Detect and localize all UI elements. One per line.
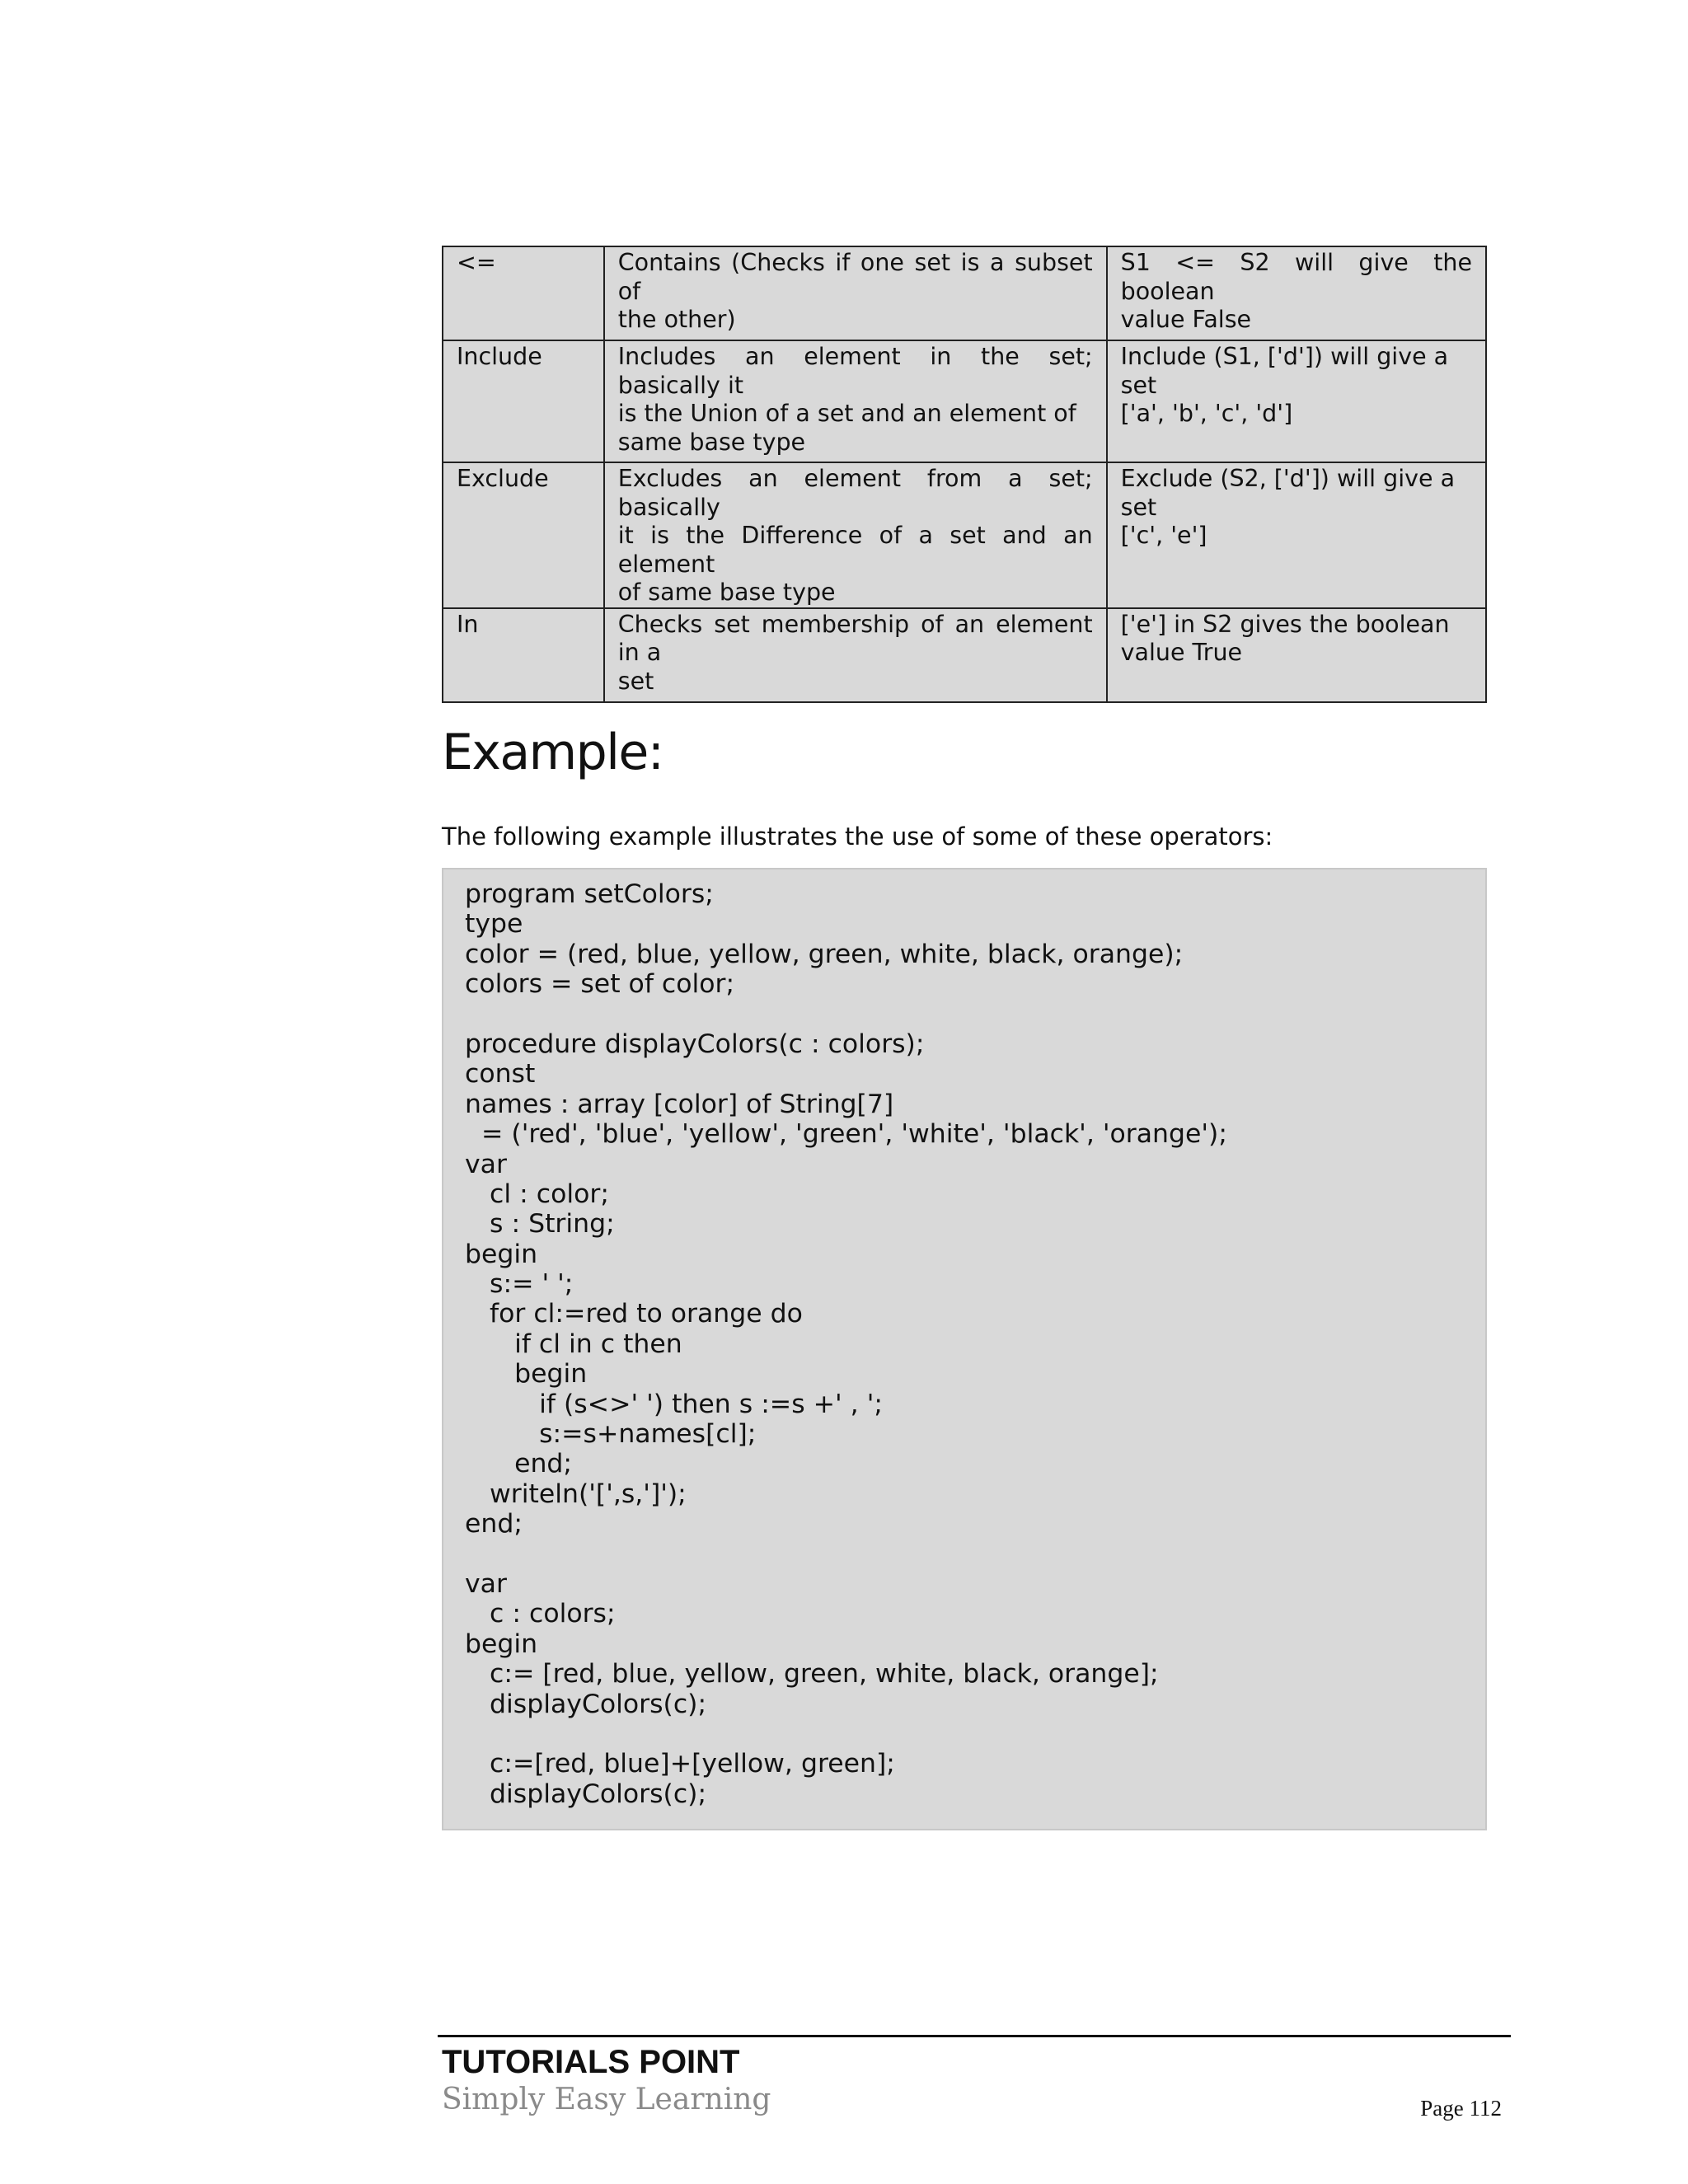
- footer-divider: [438, 2035, 1511, 2037]
- code-line: procedure displayColors(c : colors);: [465, 1029, 925, 1059]
- example-cell: [1107, 608, 1486, 702]
- example-line: ['e'] in S2 gives the boolean: [1120, 610, 1450, 638]
- set-operators-table-body: [443, 246, 1486, 702]
- example-line: ['c', 'e']: [1120, 522, 1207, 549]
- code-line: c:= [red, blue, yellow, green, white, black, orange];: [465, 1659, 1159, 1690]
- code-line: [465, 1000, 1464, 1029]
- code-line: begin: [465, 1359, 588, 1390]
- description-line: Excludes an element from a set; basically: [617, 465, 1093, 521]
- example-cell: [1107, 462, 1486, 608]
- code-line: begin: [465, 1239, 538, 1269]
- code-line: cl : color;: [465, 1179, 609, 1209]
- code-line: end;: [465, 1509, 523, 1540]
- table-row: [443, 608, 1486, 702]
- code-line: type: [465, 909, 523, 940]
- description-cell: [604, 340, 1107, 462]
- description-line: set: [617, 667, 654, 695]
- page-number: Page 112: [1420, 2096, 1502, 2121]
- code-line: if (s<>' ') then s :=s +' , ';: [465, 1389, 883, 1419]
- example-line: set: [1120, 371, 1157, 399]
- example-heading: Example:: [442, 724, 663, 781]
- example-cell: [1107, 340, 1486, 462]
- description-line: Contains (Checks if one set is a subset of: [617, 249, 1093, 305]
- example-line: ['a', 'b', 'c', 'd']: [1120, 400, 1293, 427]
- code-line: [465, 1540, 1464, 1569]
- description-cell: [604, 246, 1107, 340]
- description-cell: [604, 462, 1107, 608]
- code-line: s:=s+names[cl];: [465, 1419, 757, 1450]
- code-line: begin: [465, 1629, 538, 1659]
- code-line: names : array [color] of String[7]: [465, 1089, 894, 1119]
- code-line: for cl:=red to orange do: [465, 1299, 803, 1329]
- description-line: of same base type: [617, 579, 836, 606]
- description-line: it is the Difference of a set and an element: [617, 522, 1093, 578]
- code-line: c : colors;: [465, 1599, 616, 1629]
- example-line: S1 <= S2 will give the boolean: [1120, 249, 1472, 305]
- footer-tagline: Simply Easy Learning: [442, 2083, 771, 2116]
- code-line: c:=[red, blue]+[yellow, green];: [465, 1749, 895, 1779]
- example-cell: [1107, 246, 1486, 340]
- code-line: s:= ' ';: [465, 1269, 574, 1300]
- code-line: displayColors(c);: [465, 1779, 707, 1809]
- description-line: the other): [617, 306, 736, 333]
- code-line: var: [465, 1149, 507, 1179]
- example-line: Exclude (S2, ['d']) will give a: [1120, 465, 1456, 492]
- table-row: [443, 340, 1486, 462]
- code-line: colors = set of color;: [465, 969, 735, 1000]
- table-row: [443, 246, 1486, 340]
- description-cell: [604, 608, 1107, 702]
- code-line: [465, 1719, 1464, 1749]
- footer-brand: TUTORIALS POINT: [442, 2044, 740, 2080]
- code-line: = ('red', 'blue', 'yellow', 'green', 'white', 'black', 'orange');: [465, 1119, 1227, 1150]
- description-line: Includes an element in the set; basically it: [617, 343, 1093, 399]
- code-line: color = (red, blue, yellow, green, white, black, orange);: [465, 939, 1184, 969]
- intro-text: The following example illustrates the use of some of these operators:: [442, 823, 1273, 851]
- example-line: set: [1120, 493, 1157, 521]
- code-line: if cl in c then: [465, 1329, 682, 1359]
- set-operators-table: [442, 246, 1487, 703]
- operator-cell: <=: [443, 246, 604, 340]
- code-line: writeln('[',s,']');: [465, 1479, 687, 1509]
- code-line: var: [465, 1568, 507, 1599]
- code-line: const: [465, 1059, 536, 1090]
- operator-cell: In: [443, 608, 604, 702]
- table-row: [443, 462, 1486, 608]
- code-line: displayColors(c);: [465, 1689, 707, 1719]
- code-line: end;: [465, 1449, 573, 1479]
- operator-cell: Exclude: [443, 462, 604, 608]
- example-line: Include (S1, ['d']) will give a: [1120, 343, 1449, 370]
- description-line: same base type: [617, 428, 806, 456]
- description-line: Checks set membership of an element in a: [617, 610, 1093, 666]
- example-line: value True: [1120, 639, 1243, 666]
- code-block: [442, 868, 1487, 1830]
- code-line: s : String;: [465, 1209, 615, 1240]
- code-line: program setColors;: [465, 879, 714, 909]
- description-line: is the Union of a set and an element of: [617, 400, 1076, 427]
- example-line: value False: [1120, 306, 1252, 333]
- operator-cell: Include: [443, 340, 604, 462]
